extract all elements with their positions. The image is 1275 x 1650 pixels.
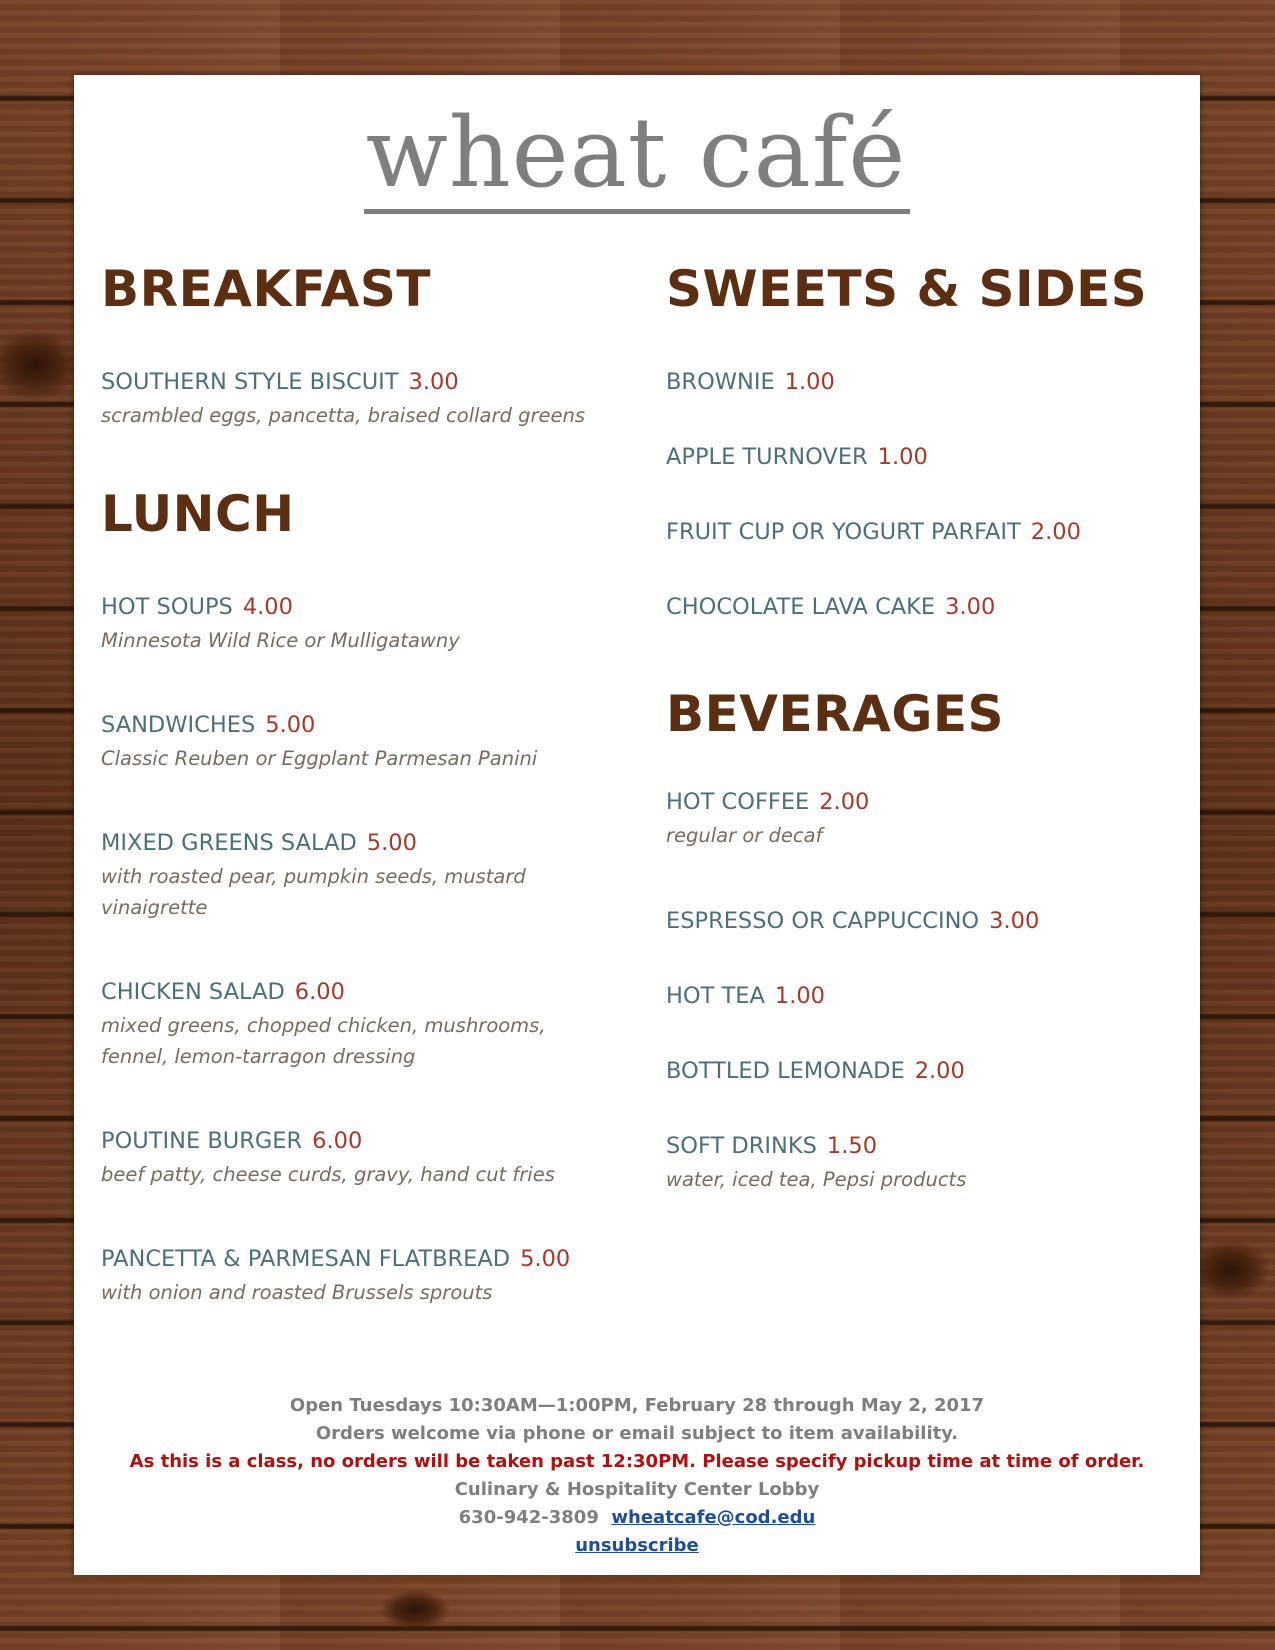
- order-warning: As this is a class, no orders will be taken past 12:30PM. Please specify pickup time at time of order.: [129, 1451, 1145, 1472]
- item-price: 3.00: [408, 369, 459, 395]
- item-price: 3.00: [945, 594, 996, 620]
- item-price: 5.00: [265, 712, 316, 738]
- wood-knot: [1190, 1240, 1270, 1300]
- item-description: beef patty, cheese curds, gravy, hand cut fries: [101, 1163, 555, 1186]
- item-price: 5.00: [366, 830, 417, 856]
- item-price: 2.00: [1030, 519, 1081, 545]
- item-price: 5.00: [520, 1246, 571, 1272]
- item-name: SOFT DRINKS: [666, 1133, 817, 1159]
- item-price: 4.00: [242, 594, 293, 620]
- item-name: BOTTLED LEMONADE: [666, 1058, 905, 1084]
- menu-item: [101, 1243, 621, 1308]
- menu-item: [101, 976, 621, 1072]
- item-name: PANCETTA & PARMESAN FLATBREAD: [101, 1246, 511, 1272]
- cafe-title: wheat café: [74, 101, 1200, 207]
- menu-item: [666, 786, 1186, 851]
- menu-item: [101, 1125, 621, 1190]
- item-description: regular or decaf: [666, 824, 823, 847]
- menu-item: [101, 827, 621, 923]
- menu-item: [101, 591, 621, 656]
- item-name: SANDWICHES: [101, 712, 256, 738]
- wood-knot: [0, 330, 80, 400]
- item-price: 1.00: [784, 369, 835, 395]
- menu-paper: [74, 75, 1200, 1575]
- item-name: SOUTHERN STYLE BISCUIT: [101, 369, 399, 395]
- menu-item: [666, 905, 1186, 937]
- item-name: APPLE TURNOVER: [666, 444, 868, 470]
- wood-knot: [380, 1590, 450, 1630]
- item-description: with roasted pear, pumpkin seeds, mustard vinaigrette: [101, 865, 526, 919]
- item-price: 1.00: [877, 444, 928, 470]
- item-price: 3.00: [989, 908, 1040, 934]
- item-name: CHICKEN SALAD: [101, 979, 285, 1005]
- item-name: FRUIT CUP OR YOGURT PARFAIT: [666, 519, 1021, 545]
- menu-item: [666, 366, 1186, 398]
- breakfast-heading: BREAKFAST: [101, 260, 431, 318]
- item-name: MIXED GREENS SALAD: [101, 830, 357, 856]
- item-price: 6.00: [312, 1128, 363, 1154]
- contact-line: [74, 1504, 1200, 1532]
- item-name: HOT SOUPS: [101, 594, 233, 620]
- menu-item: [101, 366, 621, 431]
- lunch-heading: LUNCH: [101, 485, 295, 543]
- item-price: 6.00: [294, 979, 345, 1005]
- item-price: 1.00: [774, 983, 825, 1009]
- location-text: Culinary & Hospitality Center Lobby: [454, 1479, 820, 1500]
- unsubscribe-link[interactable]: unsubscribe: [575, 1535, 699, 1556]
- item-name: HOT COFFEE: [666, 789, 810, 815]
- item-description: Classic Reuben or Eggplant Parmesan Panini: [101, 747, 538, 770]
- menu-item: [666, 591, 1186, 623]
- item-description: with onion and roasted Brussels sprouts: [101, 1281, 493, 1304]
- item-description: mixed greens, chopped chicken, mushrooms, fennel, lemon-tarragon dressing: [101, 1014, 546, 1068]
- item-name: POUTINE BURGER: [101, 1128, 303, 1154]
- menu-item: [101, 709, 621, 774]
- item-name: BROWNIE: [666, 369, 775, 395]
- hours-text: Open Tuesdays 10:30AM—1:00PM, February 28 through May 2, 2017: [289, 1395, 985, 1416]
- beverages-heading: BEVERAGES: [666, 685, 1005, 743]
- menu-item: [666, 441, 1186, 473]
- sweets-heading: SWEETS & SIDES: [666, 260, 1148, 318]
- item-description: water, iced tea, Pepsi products: [666, 1168, 967, 1191]
- orders-text: Orders welcome via phone or email subject to item availability.: [315, 1423, 959, 1444]
- menu-item: [666, 516, 1186, 548]
- email-link[interactable]: wheatcafe@cod.edu: [611, 1507, 816, 1528]
- item-name: CHOCOLATE LAVA CAKE: [666, 594, 936, 620]
- item-name: ESPRESSO OR CAPPUCCINO: [666, 908, 980, 934]
- menu-item: [666, 980, 1186, 1012]
- footer: [74, 1392, 1200, 1560]
- phone-number: 630-942-3809: [458, 1507, 599, 1528]
- menu-item: [666, 1055, 1186, 1087]
- item-description: scrambled eggs, pancetta, braised collard greens: [101, 404, 585, 427]
- item-description: Minnesota Wild Rice or Mulligatawny: [101, 629, 460, 652]
- item-price: 2.00: [819, 789, 870, 815]
- menu-item: [666, 1130, 1186, 1195]
- item-name: HOT TEA: [666, 983, 765, 1009]
- item-price: 2.00: [914, 1058, 965, 1084]
- item-price: 1.50: [826, 1133, 878, 1159]
